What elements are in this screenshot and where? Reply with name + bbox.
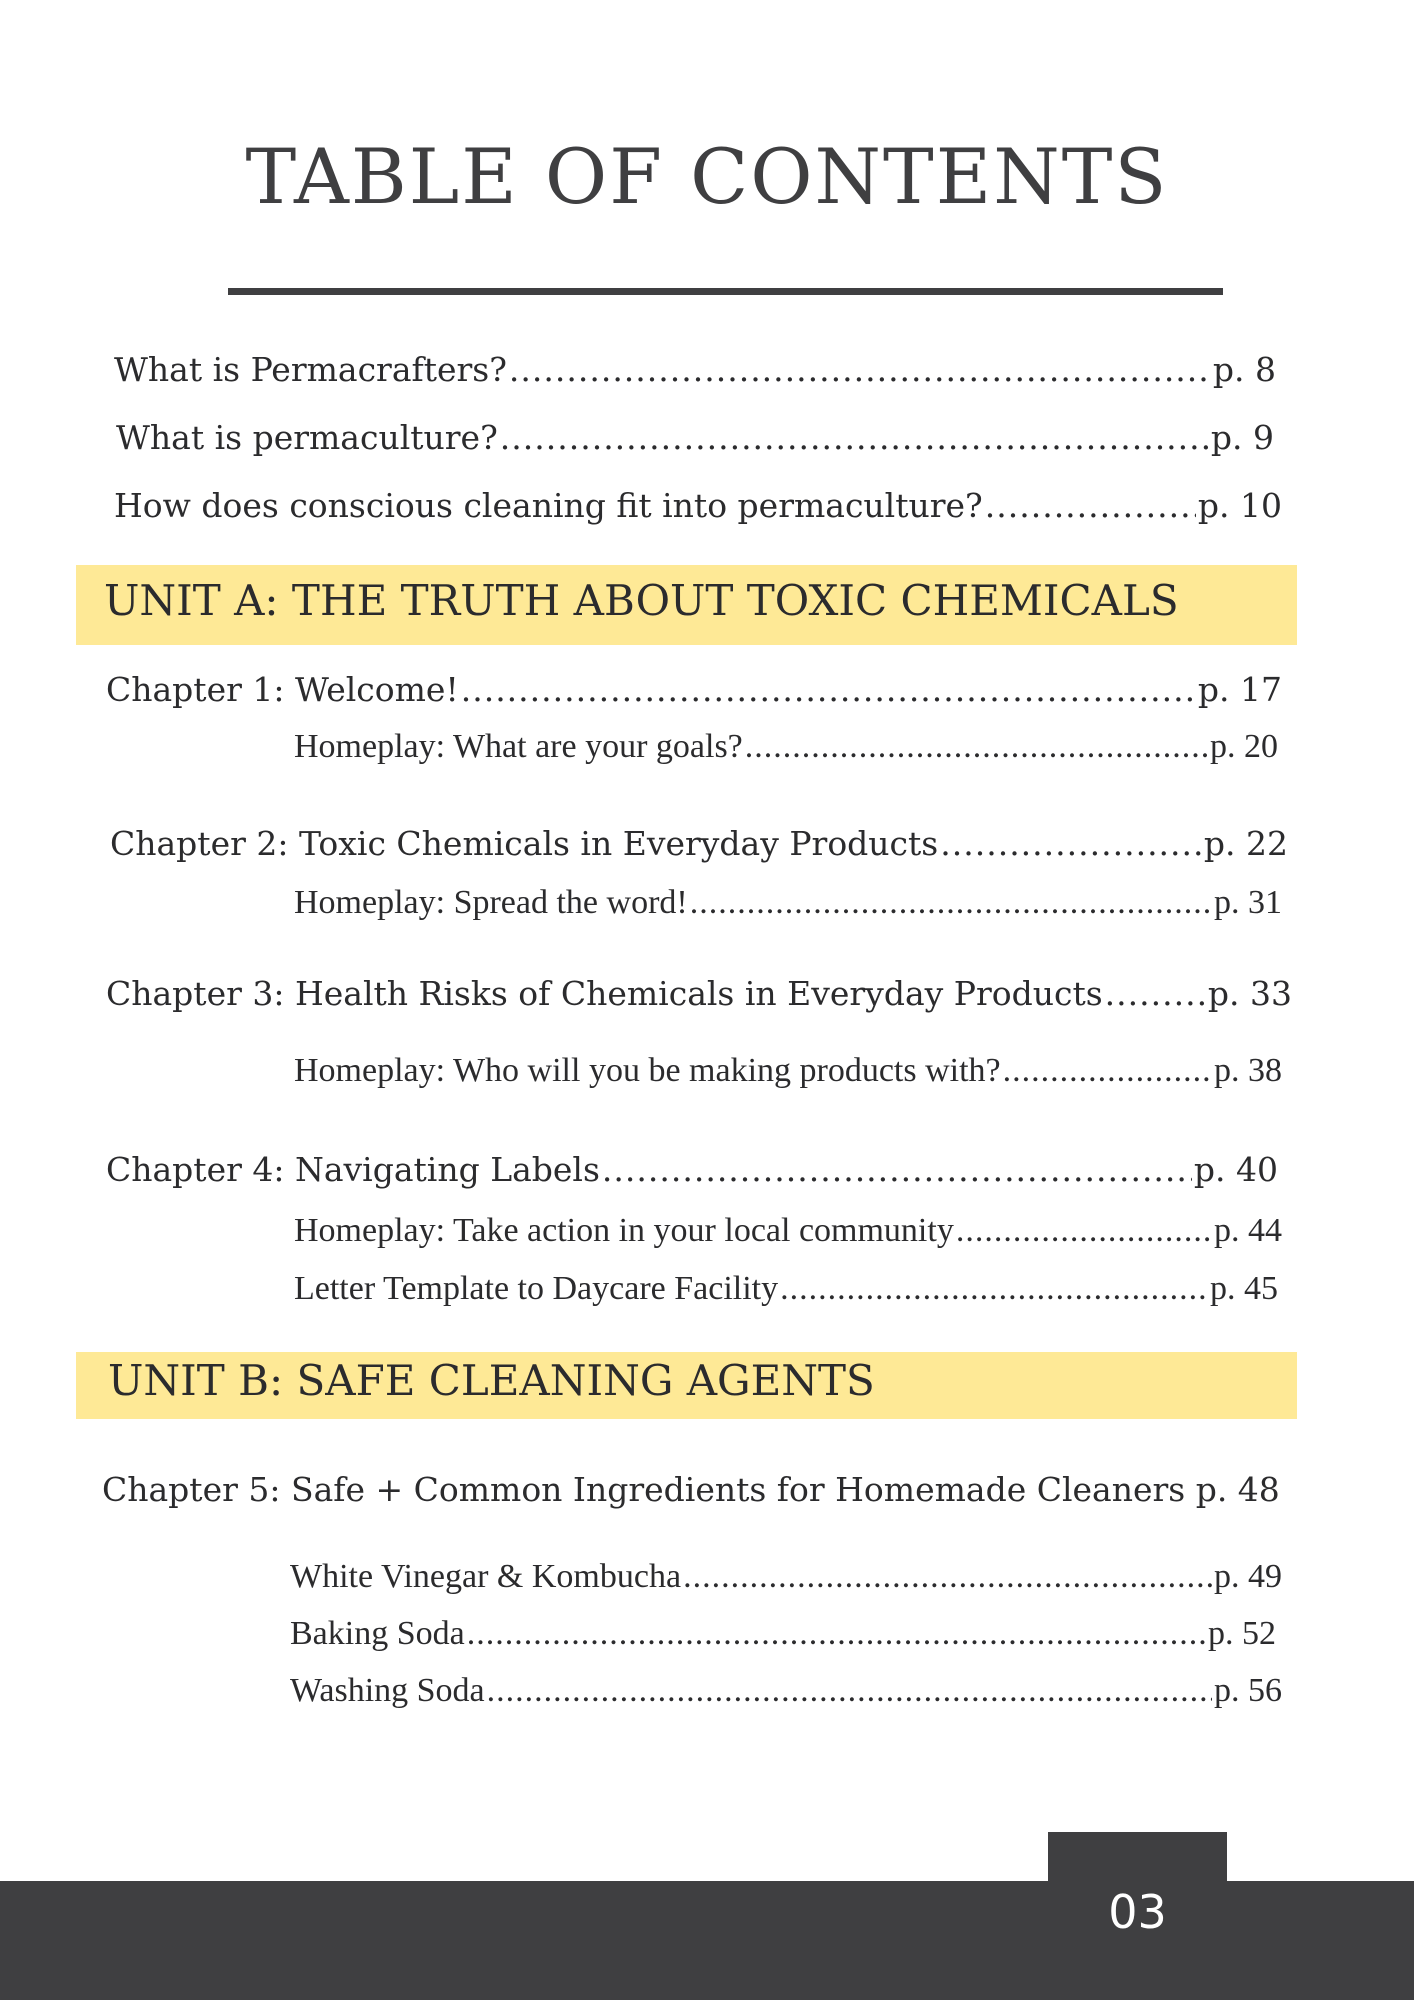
dot-leader <box>1003 1052 1212 1090</box>
toc-entry-title: Homeplay: What are your goals? <box>294 728 743 765</box>
toc-entry-page: p. 20 <box>1210 728 1278 765</box>
toc-entry-title: Homeplay: Spread the word! <box>294 884 688 921</box>
toc-entry-title: Letter Template to Daycare Facility <box>294 1270 779 1307</box>
toc-subentry[interactable] <box>294 884 1282 922</box>
toc-entry-title: Washing Soda <box>290 1672 485 1709</box>
toc-chapter[interactable] <box>106 1150 1278 1189</box>
toc-entry[interactable] <box>114 350 1276 389</box>
page-title: TABLE OF CONTENTS <box>245 132 1169 221</box>
toc-chapter[interactable] <box>102 1470 1282 1509</box>
toc-entry-title: Chapter 4: Navigating Labels <box>106 1150 600 1189</box>
toc-entry-title: Chapter 5: Safe + Common Ingredients for Homemade Cleaners p. 48 <box>102 1470 1280 1509</box>
dot-leader <box>509 350 1211 389</box>
toc-entry-page: p. 49 <box>1214 1558 1282 1595</box>
toc-entry-page: p. 44 <box>1214 1212 1282 1249</box>
toc-entry-page: p. 8 <box>1212 350 1276 389</box>
dot-leader <box>745 728 1208 766</box>
toc-entry[interactable] <box>116 418 1274 457</box>
dot-leader <box>500 418 1209 457</box>
dot-leader <box>690 884 1212 922</box>
toc-entry-page: p. 38 <box>1214 1052 1282 1089</box>
toc-subentry[interactable] <box>290 1672 1282 1710</box>
dot-leader <box>602 1150 1192 1189</box>
toc-entry-title: What is permaculture? <box>116 418 498 457</box>
toc-entry-page: p. 45 <box>1210 1270 1278 1307</box>
dot-leader <box>487 1672 1212 1710</box>
toc-entry-page: p. 17 <box>1197 670 1282 709</box>
toc-entry-page: p. 22 <box>1203 824 1288 863</box>
unit-a-heading: UNIT A: THE TRUTH ABOUT TOXIC CHEMICALS <box>104 576 1179 625</box>
dot-leader <box>683 1558 1212 1596</box>
toc-entry-page: p. 40 <box>1193 1150 1278 1189</box>
toc-entry-page: p. 56 <box>1214 1672 1282 1709</box>
toc-entry-title: Chapter 1: Welcome! <box>106 670 459 709</box>
toc-entry[interactable] <box>114 486 1282 525</box>
toc-entry-title: What is Permacrafters? <box>114 350 507 389</box>
toc-entry-title: Homeplay: Who will you be making products with? <box>294 1052 1001 1089</box>
title-divider <box>228 288 1223 295</box>
toc-subentry[interactable] <box>294 1052 1282 1090</box>
toc-entry-title: Chapter 3: Health Risks of Chemicals in Everyday Products <box>106 974 1103 1013</box>
toc-chapter[interactable] <box>106 974 1292 1013</box>
toc-entry-title: Homeplay: Take action in your local community <box>294 1212 954 1249</box>
page-number: 03 <box>1108 1885 1167 1939</box>
toc-entry-page: p. 9 <box>1210 418 1274 457</box>
toc-entry-title: How does conscious cleaning fit into permaculture? <box>114 486 983 525</box>
dot-leader <box>956 1212 1212 1250</box>
toc-chapter[interactable] <box>106 670 1282 709</box>
toc-subentry[interactable] <box>290 1558 1282 1596</box>
toc-entry-title: Baking Soda <box>290 1615 465 1652</box>
dot-leader <box>1105 974 1206 1013</box>
toc-entry-page: p. 33 <box>1207 974 1292 1013</box>
toc-entry-page: p. 10 <box>1197 486 1282 525</box>
toc-subentry[interactable] <box>290 1615 1276 1653</box>
toc-chapter[interactable] <box>110 824 1288 863</box>
toc-subentry[interactable] <box>294 728 1278 766</box>
toc-subentry[interactable] <box>294 1212 1282 1250</box>
toc-entry-page: p. 31 <box>1214 884 1282 921</box>
dot-leader <box>780 1270 1208 1308</box>
toc-entry-title: White Vinegar & Kombucha <box>290 1558 682 1595</box>
unit-b-heading: UNIT B: SAFE CLEANING AGENTS <box>108 1356 875 1405</box>
toc-subentry[interactable] <box>294 1270 1278 1308</box>
dot-leader <box>940 824 1202 863</box>
dot-leader <box>461 670 1196 709</box>
dot-leader <box>985 486 1196 525</box>
dot-leader <box>467 1615 1206 1653</box>
toc-entry-page: p. 52 <box>1208 1615 1276 1652</box>
toc-entry-title: Chapter 2: Toxic Chemicals in Everyday Products <box>110 824 939 863</box>
